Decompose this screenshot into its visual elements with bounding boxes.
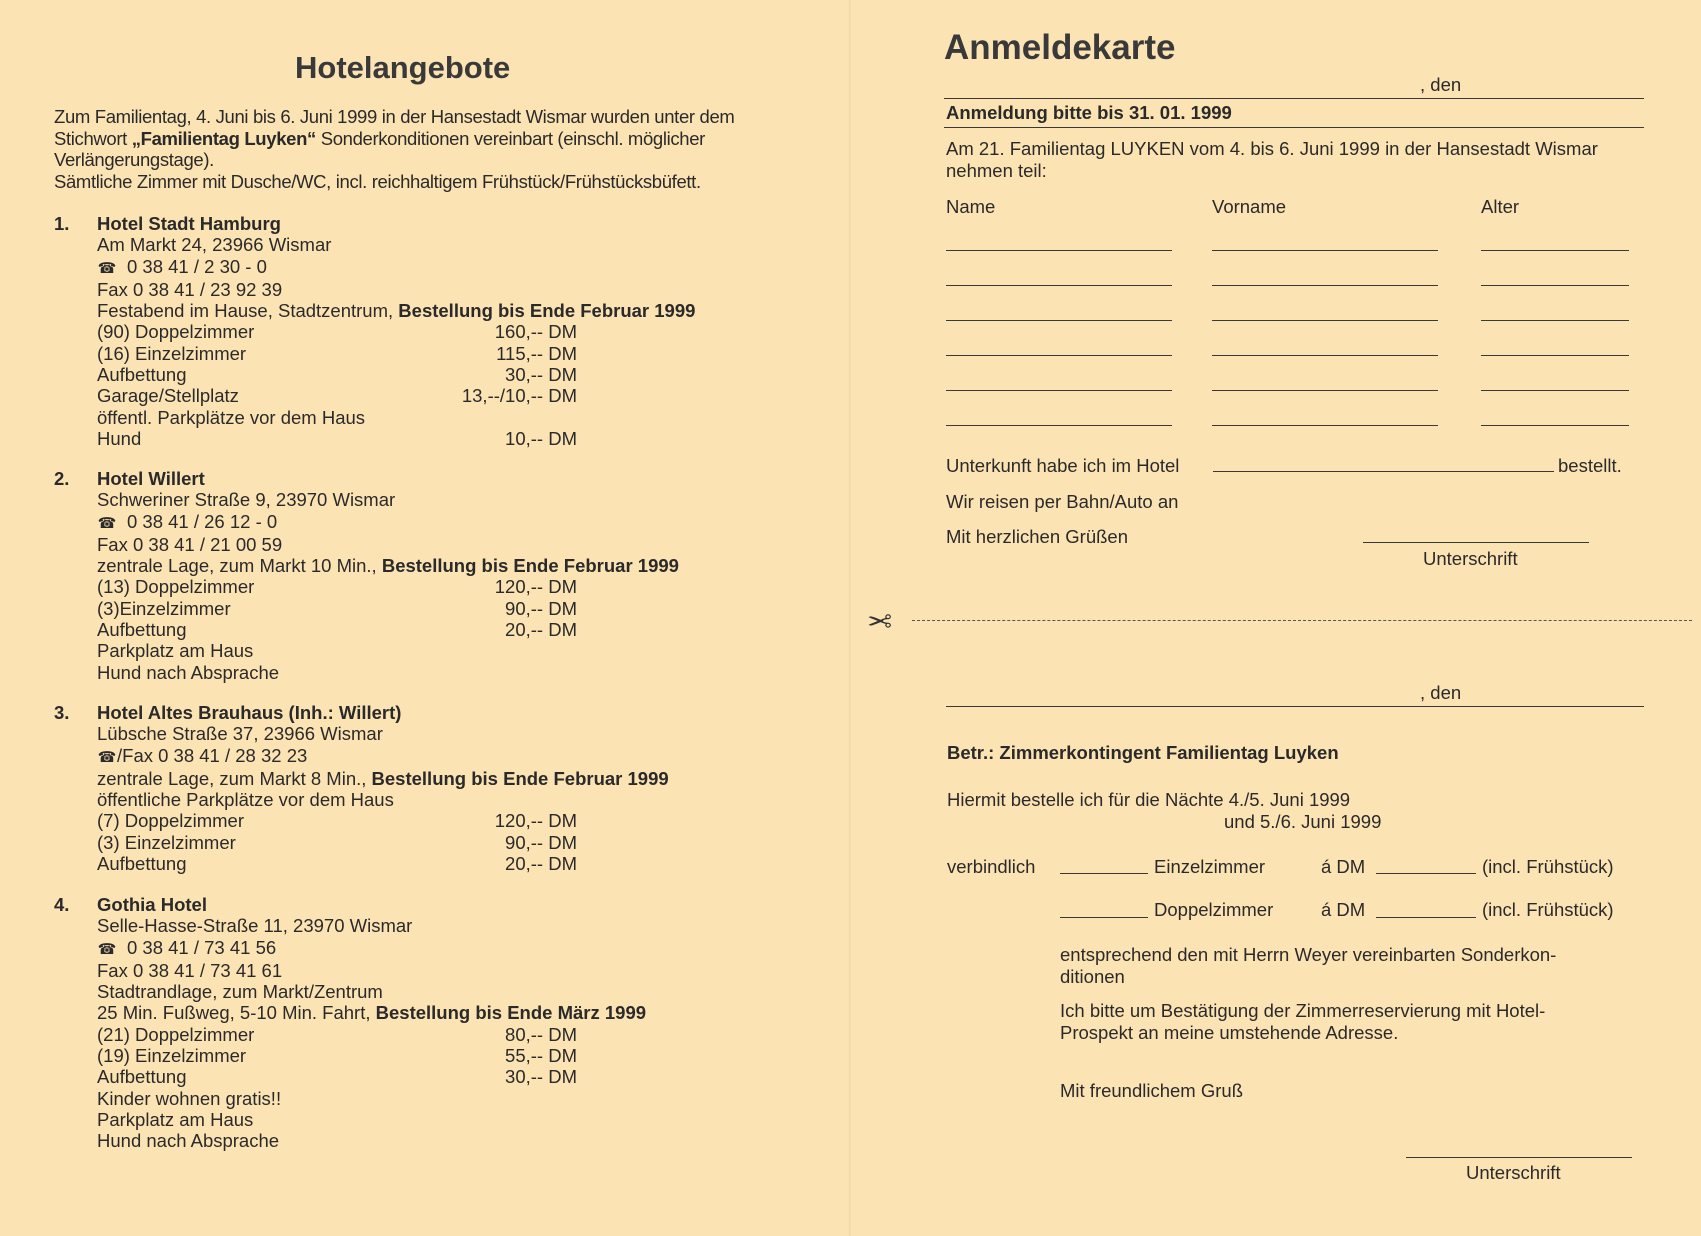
room-price: 120,-- DM (494, 576, 577, 598)
room-row (97, 576, 577, 597)
phone-number: 0 38 41 / 26 12 - 0 (127, 510, 278, 532)
room-price: 160,-- DM (494, 321, 577, 343)
hotel-description (97, 555, 679, 576)
name-input-line[interactable] (946, 355, 1172, 356)
place-date-line[interactable] (944, 98, 1644, 99)
room-row (97, 810, 577, 831)
hotel-address: Lübsche Straße 37, 23966 Wismar (97, 723, 383, 745)
room-label: (19) Einzelzimmer (97, 1045, 247, 1067)
column-header-name: Name (946, 196, 996, 217)
alter-input-line[interactable] (1481, 425, 1629, 426)
intro-keyword: „Familientag Luyken“ (131, 127, 316, 149)
single-room-price-line[interactable] (1376, 873, 1476, 874)
room-price: 90,-- DM (505, 597, 577, 619)
room-row (97, 662, 577, 683)
hotel-name: Hotel Willert (97, 468, 205, 489)
room-price: 10,-- DM (505, 427, 577, 449)
booking-deadline: Bestellung bis Ende März 1999 (375, 1002, 647, 1024)
phone-number: 0 38 41 / 2 30 - 0 (127, 255, 267, 277)
cut-line (912, 620, 1692, 621)
booking-deadline: Bestellung bis Ende Februar 1999 (371, 767, 669, 789)
hotel-details (97, 468, 679, 683)
hotel-phone (97, 511, 679, 534)
telephone-icon: ☎ (97, 514, 117, 532)
intro-text (54, 106, 774, 192)
participation-text: Am 21. Familientag LUYKEN vom 4. bis 6. Juni 1999 in der Hansestadt Wismar (946, 138, 1598, 159)
description-text: zentrale Lage, zum Markt 10 Min., (97, 555, 382, 577)
room-label: Garage/Stellplatz (97, 385, 239, 407)
description-text: zentrale Lage, zum Markt 8 Min., (97, 767, 372, 789)
alter-input-line[interactable] (1481, 390, 1629, 391)
intro-part1: Zum Familientag, 4. Juni bis 6. Juni 1999 in der Hansestadt Wismar wurden unter dem Stichwort (54, 106, 735, 149)
room-label: (13) Doppelzimmer (97, 576, 255, 598)
description-text: 25 Min. Fußweg, 5-10 Min. Fahrt, (97, 1002, 376, 1024)
vorname-input-line[interactable] (1212, 285, 1438, 286)
telephone-icon: ☎ (97, 259, 117, 277)
signature-line[interactable] (1406, 1157, 1632, 1158)
hotel-address: Selle-Hasse-Straße 11, 23970 Wismar (97, 915, 413, 937)
room-row (97, 789, 577, 810)
hotel-name: Hotel Stadt Hamburg (97, 213, 281, 234)
hotel-input-line[interactable] (1213, 471, 1554, 472)
date-label: , den (1420, 74, 1462, 95)
signature-label: Unterschrift (1466, 1162, 1561, 1183)
signature-line[interactable] (1363, 542, 1589, 543)
hotel-number: 2. (54, 468, 70, 489)
hotel-name: Gothia Hotel (97, 894, 207, 915)
room-row (97, 1045, 577, 1066)
column-header-vorname: Vorname (1212, 196, 1287, 217)
closing-greeting: Mit freundlichem Gruß (1060, 1080, 1243, 1101)
room-price: 30,-- DM (505, 364, 577, 386)
room-row (97, 407, 577, 428)
room-price: 80,-- DM (505, 1023, 577, 1045)
room-label: Kinder wohnen gratis!! (97, 1087, 282, 1109)
intro-part2: Sonderkonditionen vereinbart (einschl. möglicher Verlängerungstage). (54, 127, 705, 170)
telephone-icon: ☎ (97, 940, 117, 958)
room-label: (7) Doppelzimmer (97, 810, 245, 832)
room-row (97, 640, 577, 661)
vorname-input-line[interactable] (1212, 250, 1438, 251)
hotel-description (97, 768, 669, 789)
hotel-details (97, 213, 695, 449)
hotel-address: Schweriner Straße 9, 23970 Wismar (97, 489, 396, 511)
room-label: öffentliche Parkplätze vor dem Haus (97, 789, 394, 811)
hotel-address: Am Markt 24, 23966 Wismar (97, 234, 332, 256)
participation-text-2: nehmen teil: (946, 160, 1047, 181)
conditions-text-2: ditionen (1060, 966, 1125, 987)
room-price: 55,-- DM (505, 1045, 577, 1067)
room-row (97, 1024, 577, 1045)
price-label: á DM (1321, 899, 1366, 920)
vorname-input-line[interactable] (1212, 425, 1438, 426)
hotel-phone (97, 937, 646, 960)
double-room-count-line[interactable] (1060, 917, 1148, 918)
room-label: Parkplatz am Haus (97, 1108, 254, 1130)
room-label: Hund nach Absprache (97, 661, 280, 683)
binding-label: verbindlich (947, 856, 1036, 877)
room-row (97, 343, 577, 364)
alter-input-line[interactable] (1481, 355, 1629, 356)
room-label: (3) Einzelzimmer (97, 831, 236, 853)
room-label: (16) Einzelzimmer (97, 342, 247, 364)
signature-label: Unterschrift (1423, 548, 1518, 569)
divider (944, 127, 1644, 128)
price-label: á DM (1321, 856, 1366, 877)
column-header-alter: Alter (1481, 196, 1520, 217)
hotel-fax: Fax 0 38 41 / 73 41 61 (97, 959, 283, 981)
room-label: Hund (97, 427, 142, 449)
confirmation-request-2: Prospekt an meine umstehende Adresse. (1060, 1022, 1399, 1043)
vorname-input-line[interactable] (1212, 390, 1438, 391)
phone-number: /Fax 0 38 41 / 28 32 23 (117, 744, 308, 766)
vorname-input-line[interactable] (1212, 320, 1438, 321)
room-label: Aufbettung (97, 364, 187, 386)
name-input-line[interactable] (946, 425, 1172, 426)
hotel-details (97, 894, 646, 1152)
room-label: Aufbettung (97, 1066, 187, 1088)
date-label: , den (1420, 682, 1462, 703)
hotel-offers-page (0, 0, 850, 1236)
registration-card-page (852, 0, 1701, 1236)
telephone-icon: ☎ (97, 748, 117, 766)
room-row (97, 1088, 577, 1109)
room-label: (90) Doppelzimmer (97, 321, 255, 343)
name-input-line[interactable] (946, 250, 1172, 251)
alter-input-line[interactable] (1481, 285, 1629, 286)
hotel-details (97, 702, 669, 874)
description-text: Festabend im Hause, Stadtzentrum, (97, 300, 399, 322)
room-row (97, 598, 577, 619)
room-row (97, 385, 577, 406)
room-row (97, 832, 577, 853)
hotel-fax: Fax 0 38 41 / 21 00 59 (97, 533, 283, 555)
breakfast-note: (incl. Frühstück) (1482, 899, 1614, 920)
room-price: 20,-- DM (505, 853, 577, 875)
hotel-description (97, 1002, 646, 1023)
phone-number: 0 38 41 / 73 41 56 (127, 936, 277, 958)
order-text: Hiermit bestelle ich für die Nächte 4./5. Juni 1999 (947, 789, 1351, 810)
hotel-phone (97, 745, 669, 768)
subject-line: Betr.: Zimmerkontingent Familientag Luyken (947, 742, 1339, 763)
confirmation-request: Ich bitte um Bestätigung der Zimmerreservierung mit Hotel- (1060, 1000, 1546, 1021)
hotel-fax: Fax 0 38 41 / 23 92 39 (97, 278, 283, 300)
room-label: Aufbettung (97, 619, 187, 641)
alter-input-line[interactable] (1481, 320, 1629, 321)
page-title: Anmeldekarte (944, 28, 1176, 67)
hotel-number: 3. (54, 702, 70, 723)
hotel-number: 4. (54, 894, 70, 915)
hotel-phone (97, 256, 695, 279)
room-label: öffentl. Parkplätze vor dem Haus (97, 406, 366, 428)
name-input-line[interactable] (946, 320, 1172, 321)
hotel-location: Stadtrandlage, zum Markt/Zentrum (97, 981, 383, 1003)
booking-deadline: Bestellung bis Ende Februar 1999 (398, 300, 696, 322)
booking-deadline: Bestellung bis Ende Februar 1999 (381, 555, 679, 577)
order-text-2: und 5./6. Juni 1999 (1224, 811, 1382, 832)
room-label: Hund nach Absprache (97, 1130, 280, 1152)
room-price: 20,-- DM (505, 619, 577, 641)
scissors-icon: ✂ (867, 603, 893, 636)
room-price: 120,-- DM (494, 810, 577, 832)
alter-input-line[interactable] (1481, 250, 1629, 251)
greeting-text: Mit herzlichen Grüßen (946, 526, 1128, 547)
hotel-description (97, 300, 695, 321)
room-row (97, 619, 577, 640)
room-price: 13,--/10,-- DM (461, 385, 577, 407)
room-row (97, 364, 577, 385)
single-room-label: Einzelzimmer (1154, 856, 1266, 877)
room-row (97, 428, 577, 449)
place-date-line[interactable] (946, 706, 1644, 707)
room-label: (3)Einzelzimmer (97, 597, 231, 619)
room-label: Aufbettung (97, 853, 187, 875)
room-label: Parkplatz am Haus (97, 640, 254, 662)
vorname-input-line[interactable] (1212, 355, 1438, 356)
name-input-line[interactable] (946, 390, 1172, 391)
conditions-text: entsprechend den mit Herrn Weyer vereinbarten Sonderkon- (1060, 944, 1557, 965)
room-price: 30,-- DM (505, 1066, 577, 1088)
ordered-label: bestellt. (1558, 455, 1622, 476)
page-fold (849, 0, 851, 1236)
registration-deadline: Anmeldung bitte bis 31. 01. 1999 (946, 102, 1232, 123)
intro-line2: Sämtliche Zimmer mit Dusche/WC, incl. reichhaltigem Frühstück/Frühstücksbüfett. (54, 170, 701, 192)
hotel-name: Hotel Altes Brauhaus (Inh.: Willert) (97, 702, 402, 723)
single-room-count-line[interactable] (1060, 873, 1148, 874)
room-price: 90,-- DM (505, 831, 577, 853)
room-row (97, 1109, 577, 1130)
name-input-line[interactable] (946, 285, 1172, 286)
double-room-label: Doppelzimmer (1154, 899, 1274, 920)
room-row (97, 853, 577, 874)
hotel-number: 1. (54, 213, 70, 234)
room-label: (21) Doppelzimmer (97, 1023, 255, 1045)
room-price: 115,-- DM (496, 342, 577, 364)
room-row (97, 1066, 577, 1087)
accommodation-label: Unterkunft habe ich im Hotel (946, 455, 1180, 476)
breakfast-note: (incl. Frühstück) (1482, 856, 1614, 877)
double-room-price-line[interactable] (1376, 917, 1476, 918)
travel-label: Wir reisen per Bahn/Auto an (946, 491, 1179, 512)
page-title: Hotelangebote (295, 50, 511, 85)
room-row (97, 321, 577, 342)
room-row (97, 1130, 577, 1151)
